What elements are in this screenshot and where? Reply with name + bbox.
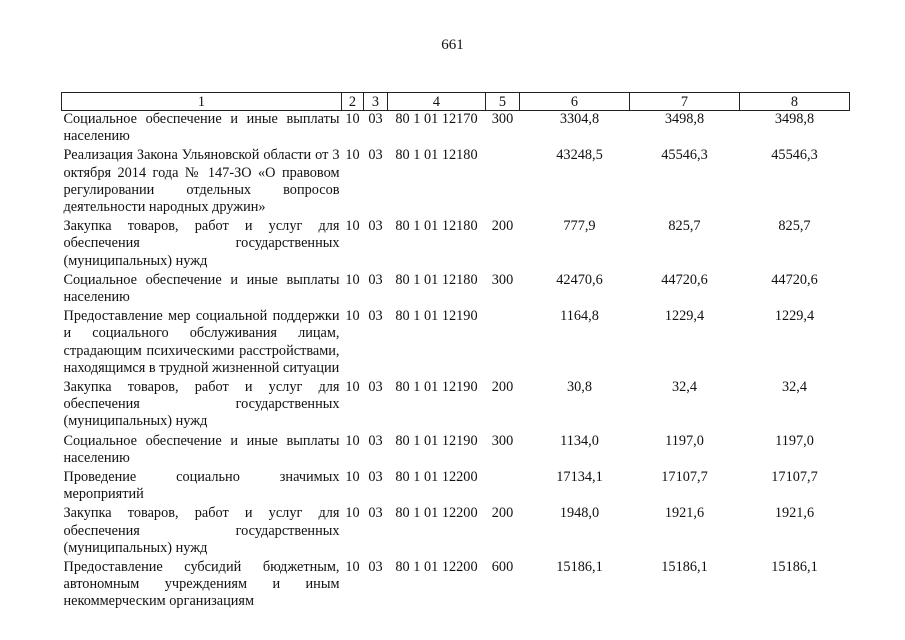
- row-value-col7: 44720,6: [661, 271, 708, 288]
- row-subsection: 03: [368, 505, 383, 522]
- row-section: 10: [345, 218, 360, 235]
- row-value-col8: 1197,0: [775, 432, 814, 449]
- row-section: 10: [345, 469, 360, 486]
- row-value-col7: 17107,7: [661, 469, 708, 486]
- row-value-col7: 45546,3: [661, 147, 708, 164]
- column-header: 6: [520, 93, 630, 111]
- row-expense-type: [486, 469, 520, 505]
- table-row: [62, 505, 850, 559]
- table-row: [62, 433, 850, 469]
- row-name: Социальное обеспечение и иные выплаты населению: [63, 271, 340, 306]
- table-row: [62, 111, 850, 148]
- row-section: 10: [345, 505, 360, 522]
- column-header: 2: [342, 93, 364, 111]
- row-section: 10: [345, 379, 360, 396]
- row-value-col7: 825,7: [668, 218, 701, 235]
- row-section: 10: [345, 559, 360, 576]
- row-value-col8: 17107,7: [771, 469, 818, 486]
- table-row: [62, 559, 850, 613]
- row-value-col8: 1229,4: [774, 308, 815, 325]
- row-value-col6: 17134,1: [556, 469, 603, 486]
- row-subsection: 03: [368, 308, 383, 325]
- row-target-code: 80 1 01 12180: [395, 147, 478, 164]
- row-name: Реализация Закона Ульяновской области от 3 октября 2014 года № 147-ЗО «О правовом регулировании отдельных вопросов деятельности народных дружин»: [63, 147, 340, 216]
- row-section: 10: [345, 308, 360, 325]
- row-value-col8: 45546,3: [771, 147, 818, 164]
- row-name: Закупка товаров, работ и услуг для обеспечения государственных (муниципальных) нужд: [63, 218, 340, 269]
- row-expense-type: 600: [491, 559, 514, 576]
- row-name: Закупка товаров, работ и услуг для обеспечения государственных (муниципальных) нужд: [63, 505, 340, 556]
- table-row: [62, 308, 850, 379]
- row-name: Социальное обеспечение и иные выплаты населению: [63, 432, 340, 466]
- row-expense-type: 200: [491, 218, 514, 235]
- table-row: [62, 469, 850, 505]
- row-subsection: 03: [368, 147, 383, 164]
- column-header: 7: [630, 93, 740, 111]
- row-subsection: 03: [368, 218, 383, 235]
- table-row: [62, 147, 850, 218]
- row-expense-type: 300: [491, 271, 514, 288]
- table-header: [62, 93, 850, 111]
- row-target-code: 80 1 01 12190: [395, 308, 478, 325]
- row-subsection: 03: [368, 432, 383, 449]
- row-value-col6: 42470,6: [556, 271, 603, 288]
- row-target-code: 80 1 01 12200: [395, 469, 478, 486]
- row-name: Социальное обеспечение и иные выплаты населению: [63, 111, 340, 145]
- row-value-col8: 1921,6: [774, 505, 815, 522]
- row-section: 10: [345, 111, 360, 127]
- table-row: [62, 379, 850, 433]
- row-value-col6: 1164,8: [560, 308, 599, 325]
- row-target-code: 80 1 01 12190: [395, 432, 478, 449]
- row-target-code: 80 1 01 12170: [395, 111, 478, 127]
- row-subsection: 03: [368, 559, 383, 576]
- row-subsection: 03: [368, 379, 383, 396]
- row-value-col6: 15186,1: [556, 559, 603, 576]
- row-target-code: 80 1 01 12180: [395, 271, 478, 288]
- row-expense-type: [486, 308, 520, 379]
- row-value-col6: 1948,0: [559, 505, 600, 522]
- row-target-code: 80 1 01 12180: [395, 218, 478, 235]
- row-target-code: 80 1 01 12190: [395, 379, 478, 396]
- row-value-col8: 44720,6: [771, 271, 818, 288]
- row-expense-type: [486, 147, 520, 218]
- row-value-col6: 43248,5: [556, 147, 603, 164]
- row-value-col6: 1134,0: [560, 432, 599, 449]
- row-value-col7: 1921,6: [664, 505, 705, 522]
- row-target-code: 80 1 01 12200: [395, 559, 478, 576]
- row-section: 10: [345, 432, 360, 449]
- row-value-col6: 30,8: [566, 379, 593, 396]
- row-subsection: 03: [368, 271, 383, 288]
- table-body: [62, 111, 850, 613]
- row-value-col8: 3498,8: [774, 111, 815, 127]
- page-number: 661: [441, 37, 464, 53]
- column-header: 8: [740, 93, 850, 111]
- table-row: [62, 218, 850, 272]
- row-section: 10: [345, 271, 360, 288]
- column-header: 5: [486, 93, 520, 111]
- row-expense-type: 200: [491, 505, 514, 522]
- budget-table: [61, 92, 850, 613]
- row-value-col8: 32,4: [781, 379, 808, 396]
- header-row: [62, 93, 850, 111]
- row-expense-type: 300: [491, 111, 514, 127]
- row-section: 10: [345, 147, 360, 164]
- row-value-col7: 1229,4: [664, 308, 705, 325]
- row-subsection: 03: [368, 111, 383, 127]
- row-expense-type: 300: [491, 432, 514, 449]
- row-value-col7: 1197,0: [665, 432, 704, 449]
- row-target-code: 80 1 01 12200: [395, 505, 478, 522]
- table-row: [62, 272, 850, 308]
- row-name: Предоставление субсидий бюджетным, автономным учреждениям и иным некоммерческим организациям: [63, 559, 340, 610]
- row-value-col6: 777,9: [563, 218, 596, 235]
- row-value-col8: 15186,1: [771, 559, 818, 576]
- column-header: 1: [62, 93, 342, 111]
- column-header: 3: [364, 93, 388, 111]
- row-subsection: 03: [368, 469, 383, 486]
- row-name: Проведение социально значимых мероприятий: [63, 469, 340, 503]
- row-value-col7: 3498,8: [664, 111, 705, 127]
- row-value-col7: 32,4: [671, 379, 698, 396]
- row-value-col6: 3304,8: [559, 111, 600, 127]
- column-header: 4: [388, 93, 486, 111]
- row-name: Предоставление мер социальной поддержки и социального обслуживания лицам, страдающим психическими расстройствами, находящимся в трудной жизненной ситуации: [63, 308, 340, 376]
- row-value-col8: 825,7: [778, 218, 811, 235]
- row-name: Закупка товаров, работ и услуг для обеспечения государственных (муниципальных) нужд: [63, 379, 340, 430]
- row-value-col7: 15186,1: [661, 559, 708, 576]
- row-expense-type: 200: [491, 379, 514, 396]
